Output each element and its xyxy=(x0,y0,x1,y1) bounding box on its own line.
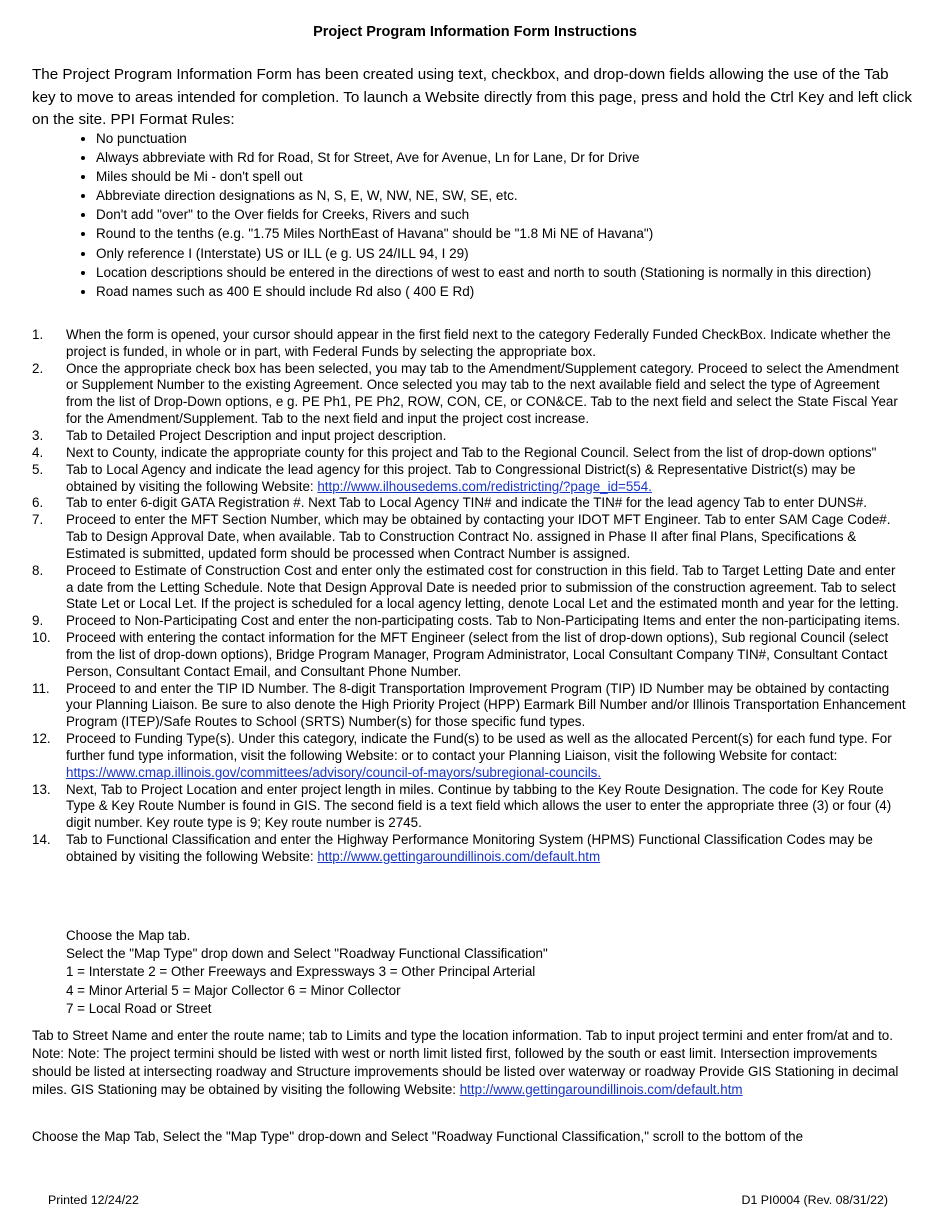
step-item xyxy=(32,361,906,428)
rule-item: • Abbreviate direction designations as N, S, E, W, NW, NE, SW, SE, etc. xyxy=(96,187,896,205)
step-number: 14. xyxy=(32,832,51,848)
step-item xyxy=(32,681,906,731)
street-name-paragraph xyxy=(32,1027,908,1099)
map-instruction-line: Choose the Map tab. xyxy=(66,928,191,943)
map-tab-paragraph: Choose the Map Tab, Select the "Map Type" drop-down and Select "Roadway Functional Classification," scroll to the bottom of the xyxy=(32,1129,804,1144)
step-item xyxy=(32,630,906,680)
step-text: Proceed to and enter the TIP ID Number. The 8-digit Transportation Improvement Program (TIP) ID Number may be obtained by contacting your Planning Liaison. Be sure to also denote the High Priority Project (HPP) Earmark Bill Number and/or Illinois Transportation Enhancement Program (ITEP)/Safe Routes to School (SRTS) Number(s) for those specific fund types. xyxy=(66,680,906,730)
step-item xyxy=(32,613,906,630)
step-text: Next, Tab to Project Location and enter project length in miles. Continue by tabbing to the Key Route Designation. The code for Key Route Type & Key Route Number is found in GIS. The second field is a text field which allows the user to enter the appropriate three (3) or four (4) digit number. Key route type is 9; Key route number is 2745. xyxy=(66,781,892,831)
step-item xyxy=(32,782,906,832)
step-number: 3. xyxy=(32,427,44,443)
gettingaround-link[interactable]: http://www.gettingaroundillinois.com/default.htm xyxy=(317,848,601,864)
redistricting-link[interactable]: http://www.ilhousedems.com/redistricting/?page_id=554. xyxy=(317,478,652,494)
rule-item: • No punctuation xyxy=(96,130,896,148)
format-rules-list xyxy=(76,130,896,302)
step-number: 9. xyxy=(32,613,44,629)
step-text: Proceed with entering the contact information for the MFT Engineer (select from the list of drop-down options), Sub regional Council (select from the list of drop-down options), Bridge Program Manager, Program Administrator, Local Consultant Company TIN#, Consultant Contact Person, Consultant Contact Email, and Consultant Phone Number. xyxy=(66,630,889,679)
step-text: Proceed to enter the MFT Section Number, which may be obtained by contacting your IDOT MFT Engineer. Tab to enter SAM Cage Code#. Tab to Design Approval Date, when available. Tab to Construction Contract No. assigned in Phase II after final Plans, Specifications & Estimated is submitted, updated form should be processed when Contract Number is assigned. xyxy=(66,512,891,561)
step-number: 7. xyxy=(32,512,44,528)
rule-item: • Miles should be Mi - don't spell out xyxy=(96,168,896,186)
step-number: 1. xyxy=(32,327,44,342)
step-item xyxy=(32,563,906,613)
map-instructions xyxy=(66,927,548,1018)
step-item xyxy=(32,832,906,866)
step-text: Next to County, indicate the appropriate county for this project and Tab to the Regional Council. Select from the list of drop-down options" xyxy=(66,444,877,460)
instruction-steps xyxy=(32,327,906,866)
rule-item: • Location descriptions should be entered in the directions of west to east and north to south (Stationing is normally in this direction) xyxy=(96,264,896,282)
rule-item: • Round to the tenths (e.g. "1.75 Miles NorthEast of Havana" should be "1.8 Mi NE of Havana") xyxy=(96,225,896,243)
rule-item: • Only reference I (Interstate) US or ILL (e g. US 24/ILL 94, I 29) xyxy=(96,245,896,263)
step-number: 2. xyxy=(32,360,44,376)
step-text: Proceed to Non-Participating Cost and enter the non-participating costs. Tab to Non-Participating Items and enter the non-participating items. xyxy=(66,613,901,629)
step-item xyxy=(32,462,906,496)
step-text: Tab to Detailed Project Description and input project description. xyxy=(66,427,447,443)
rule-item: • Always abbreviate with Rd for Road, St for Street, Ave for Avenue, Ln for Lane, Dr for Drive xyxy=(96,149,896,167)
step-text: When the form is opened, your cursor should appear in the first field next to the category Federally Funded CheckBox. Indicate whether the project is funded, in whole or in part, with Federal Funds by selecting the appropriate box. xyxy=(66,327,891,359)
step-item xyxy=(32,445,906,462)
map-instruction-line: Select the "Map Type" drop down and Select "Roadway Functional Classification" xyxy=(66,946,548,962)
step-text: Proceed to Estimate of Construction Cost and enter only the estimated cost for construction in this field. Tab to Target Letting Date and enter a date from the Letting Schedule. Note that Design Approval Date is needed prior to submission of the construction agreement. Tab to select State Let or Local Let. If the project is scheduled for a local agency letting, denote Local Let and the estimated month and year for the letting. xyxy=(66,562,899,612)
step-text: Tab to Local Agency and indicate the lead agency for this project. Tab to Congressional District(s) & Representative District(s) may be obtained by visiting the following Website: xyxy=(66,461,856,494)
step-item xyxy=(32,731,906,781)
intro-paragraph: The Project Program Information Form has been created using text, checkbox, and drop-down fields allowing the use of the Tab key to move to areas intended for completion. To launch a Website directly from this page, press and hold the Ctrl Key and left click on the site. PPI Format Rules: xyxy=(32,66,912,128)
step-text: Tab to Functional Classification and enter the Highway Performance Monitoring System (HPMS) Functional Classification Codes may be obtained by visiting the following Website: xyxy=(66,832,873,864)
step-number: 4. xyxy=(32,444,44,460)
form-id: D1 PI0004 (Rev. 08/31/22) xyxy=(741,1193,888,1207)
step-number: 11. xyxy=(32,680,50,696)
step-text: Tab to enter 6-digit GATA Registration #. Next Tab to Local Agency TIN# and indicate the TIN# for the lead agency Tab to enter DUNS#. xyxy=(66,495,867,511)
step-text: Once the appropriate check box has been selected, you may tab to the Amendment/Supplement category. Proceed to select the Amendment or Supplement Number to the existing Agreement. Once selected you may tab to the next available field and select the type of Agreement from the list of Drop-Down options, e g. PE Ph1, PE Ph2, ROW, CON, CE, or CON&CE. Tab to the next field and select the State Fiscal Year for the Amendment/Supplement. Tab to the next field and input the project cost increase. xyxy=(66,360,899,427)
rule-item: • Don't add "over" to the Over fields for Creeks, Rivers and such xyxy=(96,206,896,224)
street-name-text: Tab to Street Name and enter the route name; tab to Limits and type the location information. Tab to input project termini and enter from/at and to. Note: Note: The project termini should be listed with west or north limit listed first, followed by the south or east limit. Intersection improvements should be listed at intersecting roadway and Structure improvements should be listed over waterway or roadway Provide GIS Stationing in decimal miles. GIS Stationing may be obtained by visiting the following Website: xyxy=(32,1028,899,1097)
printed-date: Printed 12/24/22 xyxy=(48,1193,139,1207)
step-item xyxy=(32,428,906,445)
map-instruction-line: 7 = Local Road or Street xyxy=(66,1000,212,1016)
page-title: Project Program Information Form Instructions xyxy=(313,24,637,40)
step-text: Proceed to Funding Type(s). Under this category, indicate the Fund(s) to be used as well as the allocated Percent(s) for each fund type. For further fund type information, visit the following Website: or to contact your Planning Liaison, visit the following Website for contact: xyxy=(66,731,892,763)
step-number: 8. xyxy=(32,562,44,578)
step-item xyxy=(32,512,906,562)
step-number: 6. xyxy=(32,495,44,511)
map-instruction-line: 4 = Minor Arterial 5 = Major Collector 6 = Minor Collector xyxy=(66,982,401,998)
map-instruction-line: 1 = Interstate 2 = Other Freeways and Expressways 3 = Other Principal Arterial xyxy=(66,964,536,980)
gis-stationing-link[interactable]: http://www.gettingaroundillinois.com/default.htm xyxy=(459,1082,743,1097)
cmap-councils-link[interactable]: https://www.cmap.illinois.gov/committees/advisory/council-of-mayors/subregional-councils. xyxy=(66,764,602,780)
step-number: 5. xyxy=(32,461,44,477)
step-number: 12. xyxy=(32,731,51,747)
step-number: 13. xyxy=(32,781,51,797)
step-number: 10. xyxy=(32,630,51,646)
step-item xyxy=(32,327,906,361)
rule-item: • Road names such as 400 E should include Rd also ( 400 E Rd) xyxy=(96,283,896,301)
step-item xyxy=(32,495,906,512)
